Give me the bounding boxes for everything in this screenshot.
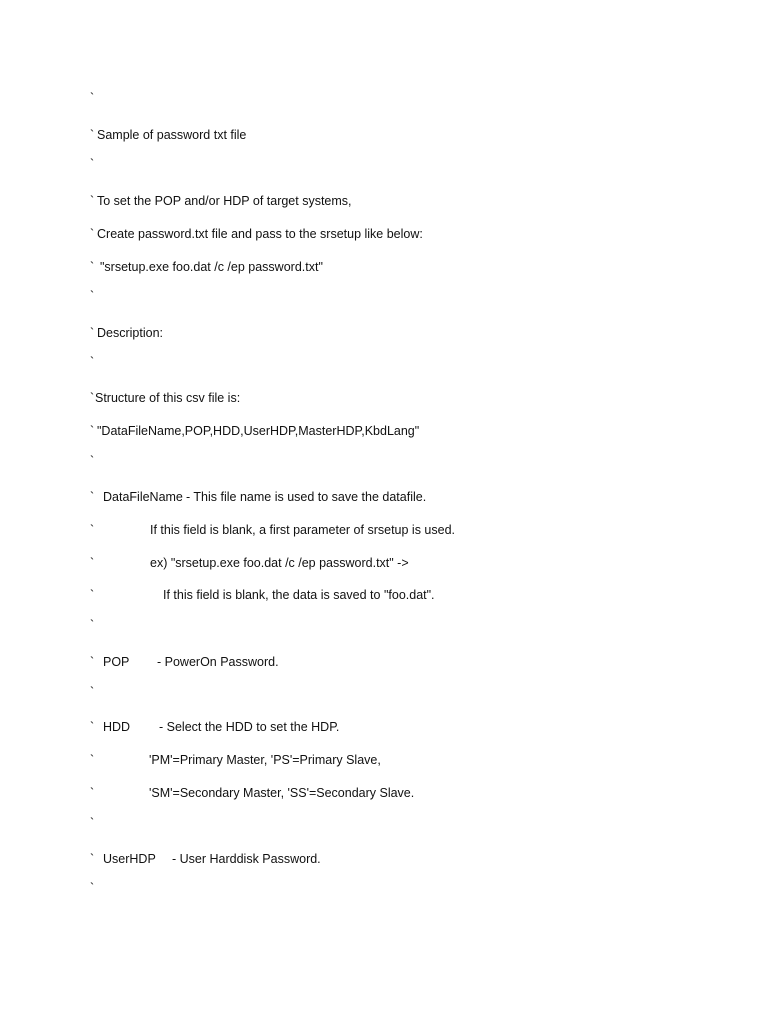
line-mark: ` [90,289,95,303]
line-text: 'PM'=Primary Master, 'PS'=Primary Slave, [149,753,381,767]
line-mark: ` [90,391,95,405]
doc-line [90,226,423,242]
line-mark: ` [90,157,95,171]
line-mark: ` [90,490,95,504]
doc-line [90,156,104,172]
field-description: - This file name is used to save the datafile. [186,490,427,504]
doc-line [90,815,104,831]
line-mark: ` [90,326,95,340]
line-text: To set the POP and/or HDP of target systems, [97,194,352,208]
line-mark: ` [90,786,95,800]
doc-line [90,880,104,896]
line-text: Structure of this csv file is: [95,391,241,405]
field-description: - PowerOn Password. [157,655,279,669]
field-name: UserHDP [103,852,156,866]
line-mark: ` [90,454,95,468]
line-mark: ` [90,556,95,570]
line-mark: ` [90,881,95,895]
line-text: If this field is blank, the data is saved to "foo.dat". [163,588,435,602]
doc-line [90,453,104,469]
doc-line [90,423,420,439]
doc-line [90,390,241,406]
command-example: "srsetup.exe foo.dat /c /ep password.txt" [100,260,323,274]
doc-title: Sample of password txt file [97,128,247,142]
line-text: 'SM'=Secondary Master, 'SS'=Secondary Slave. [149,786,415,800]
doc-line [90,851,321,867]
line-mark: ` [90,424,95,438]
field-name: HDD [103,720,131,734]
line-mark: ` [90,618,95,632]
doc-line [90,587,435,603]
line-mark: ` [90,685,95,699]
field-description: - User Harddisk Password. [172,852,321,866]
line-mark: ` [90,720,95,734]
line-mark: ` [90,816,95,830]
line-mark: ` [90,852,95,866]
doc-line [90,288,104,304]
line-text: ex) "srsetup.exe foo.dat /c /ep password.txt" -> [150,556,409,570]
doc-line [90,684,104,700]
doc-line [90,752,381,768]
doc-line [90,522,455,538]
line-mark: ` [90,260,95,274]
line-mark: ` [90,355,95,369]
doc-line [90,193,352,209]
line-mark: ` [90,655,95,669]
doc-line [90,489,427,505]
field-description: - Select the HDD to set the HDP. [159,720,340,734]
doc-line [90,555,409,571]
doc-line [90,354,104,370]
doc-line [90,785,415,801]
line-mark: ` [90,227,95,241]
line-mark: ` [90,128,95,142]
csv-structure: "DataFileName,POP,HDD,UserHDP,MasterHDP,KbdLang" [97,424,420,438]
line-text: If this field is blank, a first parameter of srsetup is used. [150,523,455,537]
doc-line [90,325,163,341]
doc-line [90,654,279,670]
section-heading: Description: [97,326,163,340]
doc-line [90,127,247,143]
line-mark: ` [90,588,95,602]
line-mark: ` [90,523,95,537]
line-mark: ` [90,753,95,767]
line-text: Create password.txt file and pass to the srsetup like below: [97,227,423,241]
line-mark: ` [90,194,95,208]
doc-line [90,719,340,735]
line-mark: ` [90,91,95,105]
field-name: DataFileName [103,490,183,504]
doc-line [90,617,104,633]
doc-line [90,90,104,106]
doc-line [90,259,323,275]
field-name: POP [103,655,130,669]
